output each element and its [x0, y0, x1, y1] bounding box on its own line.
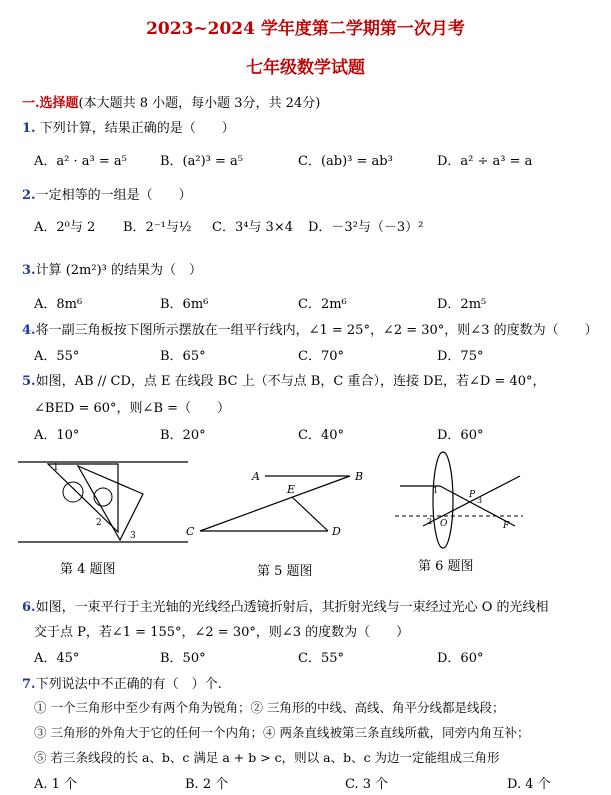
section-heading: [22, 92, 320, 111]
angle-label-3: 3: [130, 531, 136, 541]
ruler-hole-1: [63, 482, 83, 502]
angle-label-1: 1: [433, 486, 439, 495]
q4-option-d[interactable]: D．75°: [437, 349, 484, 364]
refracted-ray: [440, 486, 515, 526]
section-title: 一.选择题: [22, 96, 79, 111]
question-7: [22, 673, 222, 692]
q6-option-b[interactable]: B．50°: [160, 651, 206, 666]
question-4: [22, 319, 598, 338]
q6-option-c[interactable]: C．55°: [298, 651, 344, 666]
question-number: 1.: [22, 121, 36, 136]
question-text: 如图，AB // CD，点 E 在线段 BC 上（不与点 B，C 重合），连接 DE，若∠D = 40°，: [35, 374, 546, 389]
question-1: [22, 117, 235, 136]
q7-option-b[interactable]: B. 2 个: [185, 777, 229, 792]
q6-option-a[interactable]: A．45°: [34, 651, 80, 666]
question-text: 计算 (2m²)³ 的结果为（ ）: [35, 263, 203, 278]
statement-line-3: ⑤ 若三条线段的长 a、b、c 满足 a + b > c，则以 a、b、c 为边一定能组成三角形: [34, 750, 500, 765]
q1-option-d[interactable]: D．a² ÷ a³ = a: [437, 154, 533, 169]
question-text: 一定相等的一组是（ ）: [35, 188, 192, 203]
segment-cb: [200, 476, 350, 531]
segment-ed: [292, 497, 328, 531]
q2-option-d[interactable]: D．－3²与（－3）²: [308, 220, 424, 235]
question-text: 下列说法中不正确的有（ ）个.: [35, 677, 222, 692]
statement-line-1: ① 一个三角形中至少有两个角为锐角；② 三角形的中线、高线、角平分线都是线段；: [34, 700, 505, 715]
point-b: B: [355, 470, 364, 483]
q4-option-b[interactable]: B．65°: [160, 349, 206, 364]
point-p: P: [469, 490, 476, 500]
figure-6-caption: 第 6 题图: [418, 559, 474, 574]
question-number: 7.: [22, 677, 36, 692]
question-6-line2: 交于点 P，若∠1 = 155°，∠2 = 30°，则∠3 的度数为（ ）: [34, 625, 410, 640]
figure-5: [180, 455, 380, 550]
q7-option-a[interactable]: A. 1 个: [34, 777, 78, 792]
q5-option-a[interactable]: A．10°: [34, 428, 80, 443]
q3-option-c[interactable]: C．2m⁶: [298, 297, 347, 312]
q1-option-c[interactable]: C．(ab)³ = ab³: [298, 154, 393, 169]
exam-subtitle: 七年级数学试题: [246, 58, 365, 78]
q3-option-d[interactable]: D．2m⁵: [437, 297, 487, 312]
point-c: C: [186, 525, 195, 538]
q7-option-c[interactable]: C. 3 个: [345, 777, 389, 792]
angle-label-2: 2: [96, 518, 102, 528]
q5-option-d[interactable]: D．60°: [437, 428, 484, 443]
figure-6: [395, 448, 525, 553]
question-text: 如图，一束平行于主光轴的光线经凸透镜折射后，其折射光线与一束经过光心 O 的光线相: [35, 600, 549, 615]
q4-option-c[interactable]: C．70°: [298, 349, 344, 364]
q6-option-d[interactable]: D．60°: [437, 651, 484, 666]
q3-option-a[interactable]: A．8m⁶: [34, 297, 83, 312]
exam-title: 2023~2024 学年度第二学期第一次月考: [146, 19, 465, 39]
angle-label-1: 1: [53, 463, 59, 473]
q5-option-c[interactable]: C．40°: [298, 428, 344, 443]
question-number: 4.: [22, 323, 36, 338]
center-ray: [423, 476, 520, 526]
figure-4: [18, 452, 193, 552]
question-number: 3.: [22, 263, 36, 278]
point-f: F: [503, 521, 510, 531]
question-3: [22, 259, 202, 278]
question-text: 将一副三角板按下图所示摆放在一组平行线内，∠1 = 25°，∠2 = 30°，则∠3 的度数为（ ）: [35, 323, 598, 338]
q3-option-b[interactable]: B．6m⁶: [160, 297, 209, 312]
q7-option-d[interactable]: D. 4 个: [507, 777, 551, 792]
q2-option-c[interactable]: C．3⁴与 3×4: [212, 220, 293, 235]
question-number: 2.: [22, 188, 36, 203]
angle-label-2: 2: [427, 517, 433, 526]
point-a: A: [252, 470, 260, 483]
point-e: E: [287, 483, 296, 496]
q1-option-a[interactable]: A．a² · a³ = a⁵: [34, 154, 127, 169]
question-2: [22, 184, 192, 203]
q1-option-b[interactable]: B．(a²)³ = a⁵: [160, 154, 243, 169]
ruler-hole-2: [94, 488, 112, 506]
question-number: 5.: [22, 374, 36, 389]
question-number: 6.: [22, 600, 36, 615]
q4-option-a[interactable]: A．55°: [34, 349, 80, 364]
section-note: (本大题共 8 小题，每小题 3分，共 24分): [78, 96, 321, 111]
point-d: D: [332, 525, 341, 538]
statement-line-2: ③ 三角形的外角大于它的任何一个内角；④ 两条直线被第三条直线所截，同旁内角互补；: [34, 725, 530, 740]
angle-label-3: 3: [477, 496, 483, 505]
convex-lens: [433, 452, 453, 548]
figure-4-caption: 第 4 题图: [60, 562, 116, 577]
q2-option-b[interactable]: B．2⁻¹与½: [123, 220, 192, 235]
question-text: 下列计算，结果正确的是（ ）: [35, 121, 235, 136]
question-5-line2: ∠BED = 60°，则∠B =（ ）: [34, 401, 231, 416]
q5-option-b[interactable]: B．20°: [160, 428, 206, 443]
question-6: [22, 596, 549, 615]
point-o: O: [440, 519, 448, 529]
q2-option-a[interactable]: A．2⁰与 2: [34, 220, 96, 235]
question-5: [22, 370, 546, 389]
figure-5-caption: 第 5 题图: [257, 564, 313, 579]
